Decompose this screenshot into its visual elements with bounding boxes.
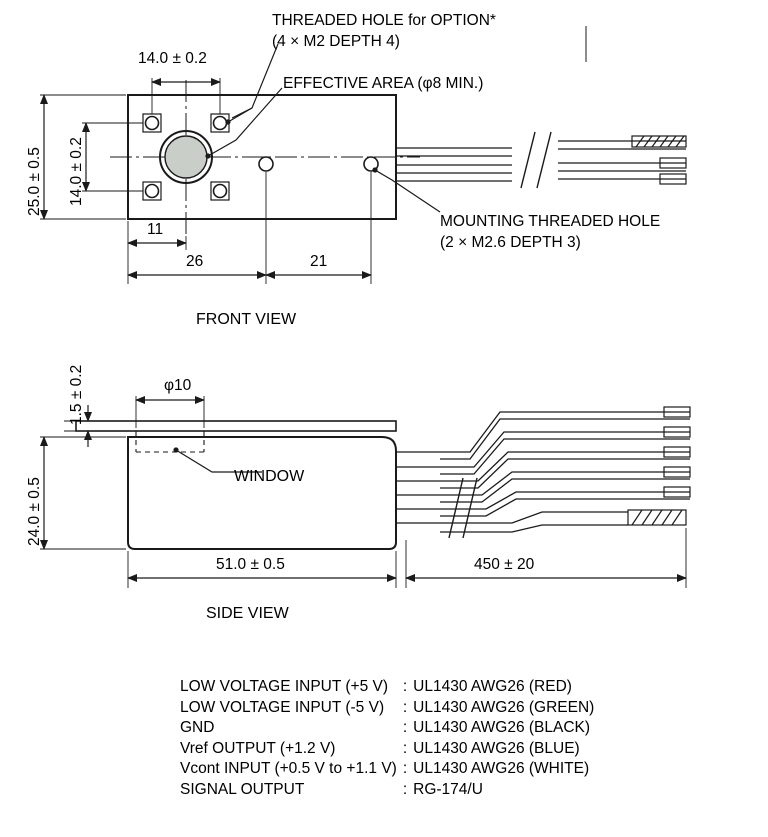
dim-front-left-height: 25.0 ± 0.5 [26, 147, 43, 216]
table-row [180, 739, 594, 760]
dim-cable-length: 450 ± 20 [474, 556, 535, 573]
dim-front-seg-26: 26 [186, 253, 204, 270]
pinout-signal: GND [180, 719, 215, 737]
pinout-signal: Vcont INPUT (+0.5 V to +1.1 V) [180, 760, 397, 778]
pinout-separator: : [402, 719, 408, 737]
dim-front-seg-21: 21 [310, 253, 328, 270]
side-view-title: SIDE VIEW [206, 605, 289, 622]
dim-side-window-diameter: φ10 [164, 377, 192, 394]
table-row [180, 759, 594, 780]
table-row [180, 677, 594, 698]
pinout-signal: LOW VOLTAGE INPUT (+5 V) [180, 678, 389, 695]
pinout-signal: Vref OUTPUT (+1.2 V) [180, 739, 336, 757]
dim-side-length: 51.0 ± 0.5 [216, 556, 285, 573]
pinout-cable: UL1430 AWG26 (BLUE) [413, 739, 580, 757]
front-view-geometry [110, 80, 686, 234]
callout-threaded-hole-option-line2: (4 × M2 DEPTH 4) [272, 33, 400, 50]
pinout-cable: UL1430 AWG26 (RED) [413, 678, 572, 695]
table-row [180, 780, 594, 801]
callout-threaded-hole-option-line1: THREADED HOLE for OPTION* [272, 12, 496, 29]
pinout-legend [180, 641, 594, 837]
front-view-title: FRONT VIEW [196, 311, 297, 328]
pinout-cable: UL1430 AWG26 (GREEN) [413, 698, 595, 716]
dim-front-inner-height: 14.0 ± 0.2 [68, 137, 85, 206]
dim-front-seg-11: 11 [147, 221, 164, 238]
pinout-separator: : [402, 781, 408, 799]
table-row [180, 698, 594, 719]
side-view-geometry [76, 407, 690, 549]
callout-effective-area: EFFECTIVE AREA (φ8 MIN.) [283, 75, 484, 92]
pinout-signal: LOW VOLTAGE INPUT (-5 V) [180, 698, 385, 716]
table-row [180, 718, 594, 739]
pinout-cable: UL1430 AWG26 (BLACK) [413, 719, 591, 737]
pinout-cable: RG-174/U [413, 781, 483, 799]
dim-side-thickness: 1.5 ± 0.2 [68, 364, 85, 425]
pinout-signal: SIGNAL OUTPUT [180, 781, 305, 799]
pinout-separator: : [402, 678, 408, 695]
callout-mounting-hole-line2: (2 × M2.6 DEPTH 3) [440, 234, 581, 251]
pinout-cable: UL1430 AWG26 (WHITE) [413, 760, 590, 778]
callout-window: WINDOW [234, 468, 305, 485]
pinout-separator: : [402, 698, 408, 716]
callout-mounting-hole-line1: MOUNTING THREADED HOLE [440, 213, 661, 230]
dim-side-height: 24.0 ± 0.5 [26, 477, 43, 546]
pinout-separator: : [402, 739, 408, 757]
pinout-separator: : [402, 760, 408, 778]
pinout-table [180, 677, 594, 801]
dim-front-top-width: 14.0 ± 0.2 [138, 50, 207, 67]
